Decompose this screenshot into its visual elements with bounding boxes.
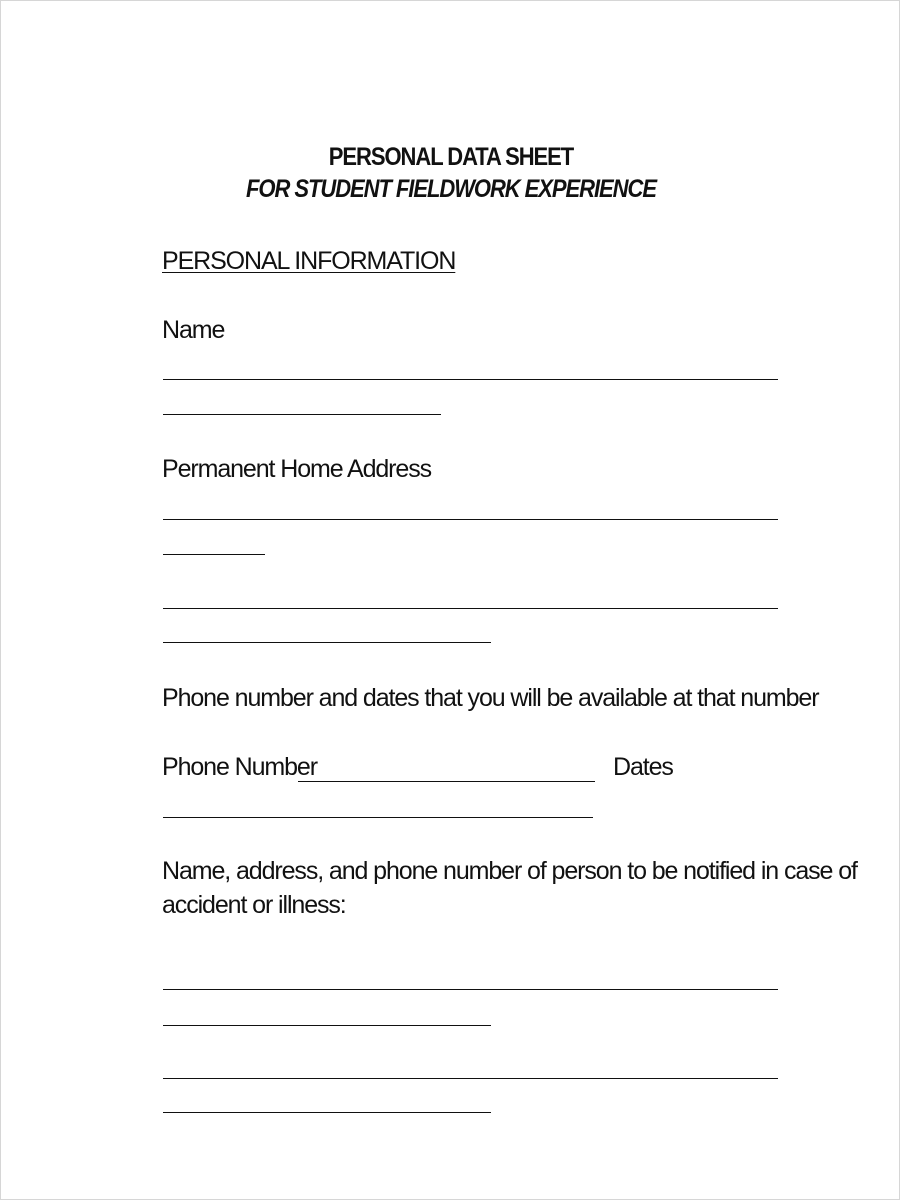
document-subtitle: FOR STUDENT FIELDWORK EXPERIENCE — [246, 175, 656, 203]
address-line-3[interactable] — [163, 608, 778, 609]
address-label: Permanent Home Address — [162, 455, 432, 483]
emergency-label-line-1: Name, address, and phone number of person to be notified in case of — [162, 857, 857, 885]
address-line-2[interactable] — [163, 554, 265, 555]
phone-intro-text: Phone number and dates that you will be available at that number — [162, 684, 819, 712]
phone-number-label: Phone Number — [162, 753, 317, 781]
name-line-2[interactable] — [163, 414, 441, 415]
document-title: PERSONAL DATA SHEET — [328, 143, 574, 171]
phone-number-line[interactable] — [298, 781, 595, 782]
emergency-label-line-2: accident or illness: — [162, 891, 346, 919]
name-label: Name — [162, 316, 225, 344]
address-line-1[interactable] — [163, 519, 778, 520]
name-line-1[interactable] — [163, 379, 778, 380]
emergency-line-3[interactable] — [163, 1078, 778, 1079]
emergency-line-1[interactable] — [163, 989, 778, 990]
address-line-4[interactable] — [163, 642, 491, 643]
dates-line[interactable] — [163, 817, 593, 818]
emergency-line-2[interactable] — [163, 1025, 491, 1026]
emergency-line-4[interactable] — [163, 1112, 491, 1113]
section-heading-personal-information: PERSONAL INFORMATION — [162, 247, 456, 275]
dates-label: Dates — [613, 753, 673, 781]
